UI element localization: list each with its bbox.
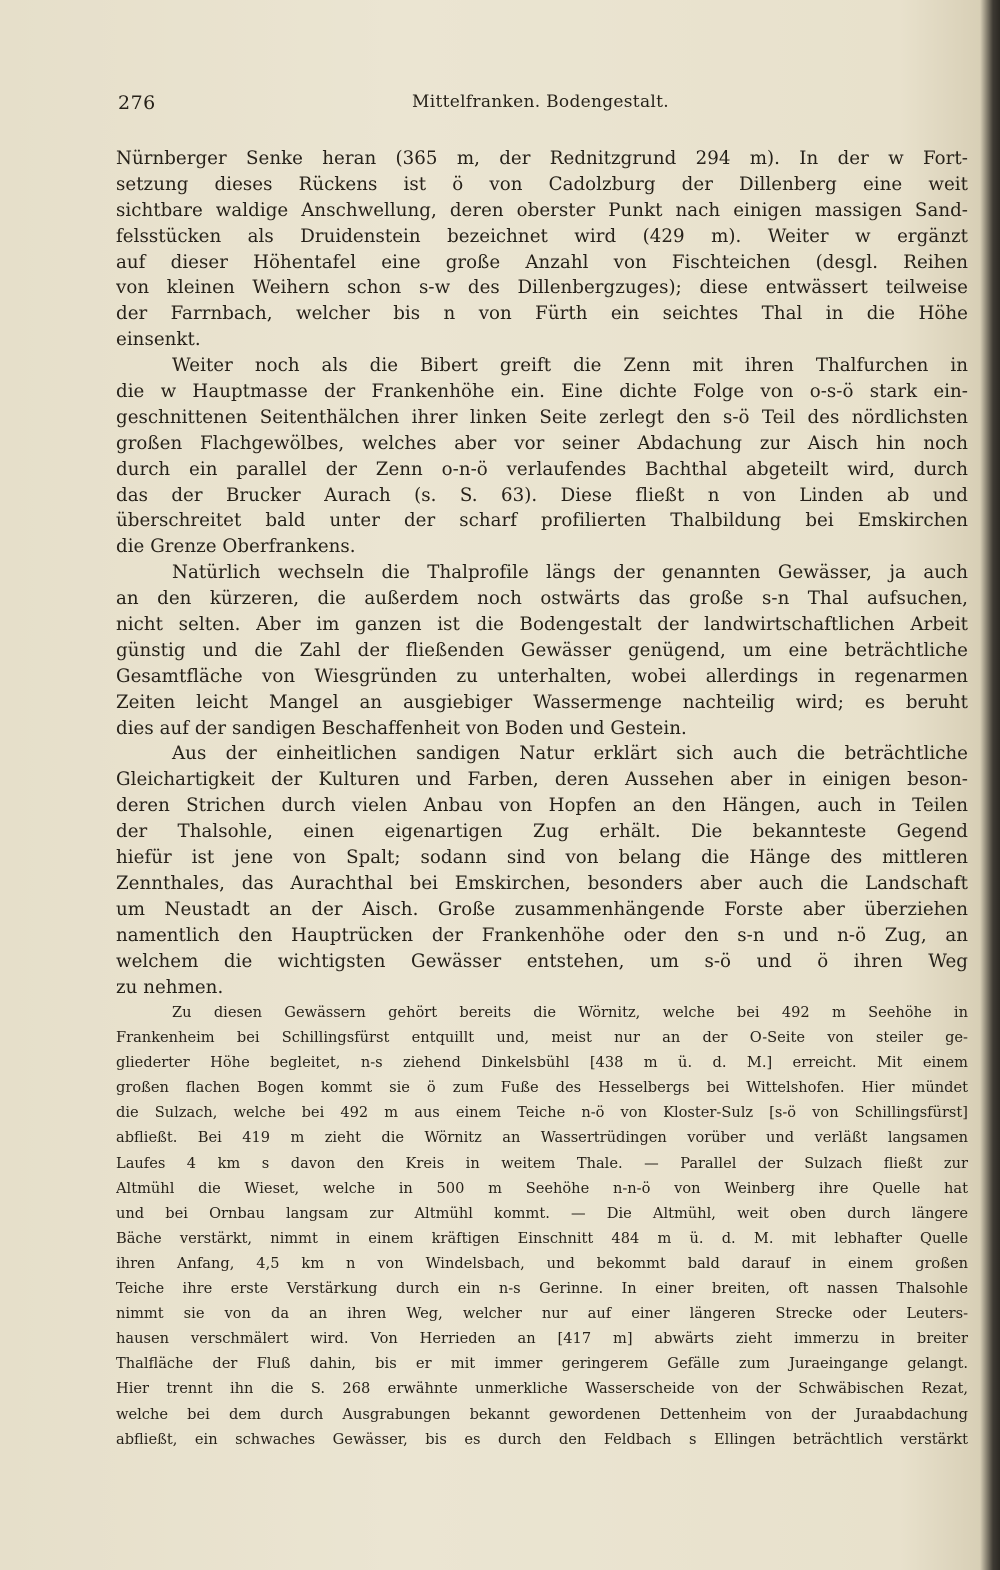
text-line: günstig und die Zahl der fließenden Gewässer genügend, um eine beträchtliche [116,639,968,661]
text-line: deren Strichen durch vielen Anbau von Hopfen an den Hängen, auch in Teilen [116,795,968,817]
text-line: dies auf der sandigen Beschaffenheit von Boden und Gestein. [116,717,687,739]
text-line: die w Hauptmasse der Frankenhöhe ein. Eine dichte Folge von o-s-ö stark ein- [116,381,968,403]
small-text-line: nimmt sie von da an ihren Weg, welcher nur auf einer längeren Strecke oder Leuters- [116,1305,968,1323]
text-line: großen Flachgewölbes, welches aber vor seiner Abdachung zur Aisch hin noch [116,432,968,454]
text-line: Gesamtfläche von Wiesgründen zu unterhalten, wobei allerdings in regenarmen [116,665,968,687]
text-line: Aus der einheitlichen sandigen Natur erklärt sich auch die beträchtliche [172,743,968,765]
small-text-line: hausen verschmälert wird. Von Herrieden an [417 m] abwärts zieht immerzu in breiter [116,1330,968,1348]
text-line: um Neustadt an der Aisch. Große zusammenhängende Forste aber überziehen [116,898,968,920]
text-line: geschnittenen Seitenthälchen ihrer linken Seite zerlegt den s-ö Teil des nördlichsten [116,406,968,428]
text-line: auf dieser Höhentafel eine große Anzahl von Fischteichen (desgl. Reihen [116,251,968,273]
small-text-line: Altmühl die Wieset, welche in 500 m Seehöhe n-n-ö von Weinberg ihre Quelle hat [116,1179,968,1197]
text-line: das der Brucker Aurach (s. S. 63). Diese fließt n von Linden ab und [116,484,968,506]
text-line: nicht selten. Aber im ganzen ist die Bodengestalt der landwirtschaftlichen Arbeit [116,614,968,636]
text-line: welchem die wichtigsten Gewässer entstehen, um s-ö und ö ihren Weg [116,950,968,972]
small-print-text [116,1000,968,1452]
small-text-line: die Sulzach, welche bei 492 m aus einem Teiche n-ö von Kloster-Sulz [s-ö von Schillingsfürst] [116,1104,968,1122]
text-line: die Grenze Oberfrankens. [116,536,356,558]
text-line: an den kürzeren, die außerdem noch ostwärts das große s-n Thal aufsuchen, [116,588,968,610]
page-number: 276 [118,92,156,114]
small-text-line: Hier trennt ihn die S. 268 erwähnte unmerkliche Wasserscheide von der Schwäbischen Rezat, [116,1380,968,1398]
text-line: Weiter noch als die Bibert greift die Zenn mit ihren Thalfurchen in [172,355,968,377]
text-line: durch ein parallel der Zenn o-n-ö verlaufendes Bachthal abgeteilt wird, durch [116,458,968,480]
small-text-line: Teiche ihre erste Verstärkung durch ein n-s Gerinne. In einer breiten, oft nassen Thalsohle [116,1280,968,1298]
main-text [116,146,968,1000]
small-text-line: abfließt. Bei 419 m zieht die Wörnitz an Wassertrüdingen vorüber und verläßt langsamen [116,1129,968,1147]
small-text-line: ihren Anfang, 4,5 km n von Windelsbach, und bekommt bald darauf in einem großen [116,1254,968,1272]
small-text-line: Laufes 4 km s davon den Kreis in weitem Thale. — Parallel der Sulzach fließt zur [116,1154,968,1172]
text-line: namentlich den Hauptrücken der Frankenhöhe oder den s-n und n-ö Zug, an [116,924,968,946]
text-line: Zeiten leicht Mangel an ausgiebiger Wassermenge nachteilig wird; es beruht [116,691,968,713]
text-line: Nürnberger Senke heran (365 m, der Rednitzgrund 294 m). In der w Fort- [116,148,968,169]
small-text-line: Bäche verstärkt, nimmt in einem kräftigen Einschnitt 484 m ü. d. M. mit lebhafter Quelle [116,1229,968,1247]
small-text-line: großen flachen Bogen kommt sie ö zum Fuße des Hesselbergs bei Wittelshofen. Hier mündet [116,1079,968,1097]
page-header [118,92,968,122]
text-line: Gleichartigkeit der Kulturen und Farben, deren Aussehen aber in einigen beson- [116,769,968,791]
small-text-line: welche bei dem durch Ausgrabungen bekannt gewordenen Dettenheim von der Juraabdachung [116,1405,968,1423]
small-text-line: gliederter Höhe begleitet, n-s ziehend Dinkelsbühl [438 m ü. d. M.] erreicht. Mit einem [116,1054,968,1072]
text-line: hiefür ist jene von Spalt; sodann sind von belang die Hänge des mittleren [116,847,968,869]
text-line: sichtbare waldige Anschwellung, deren oberster Punkt nach einigen massigen Sand- [116,199,968,221]
text-line: einsenkt. [116,329,201,351]
text-line: von kleinen Weihern schon s-w des Dillenbergzuges); diese entwässert teilweise [116,277,968,299]
small-text-line: Zu diesen Gewässern gehört bereits die Wörnitz, welche bei 492 m Seehöhe in [172,1004,968,1021]
running-head: Mittelfranken. Bodengestalt. [412,92,669,112]
small-text-line: Thalfläche der Fluß dahin, bis er mit immer geringerem Gefälle zum Juraeingange gelangt. [116,1355,968,1373]
small-text-line: und bei Ornbau langsam zur Altmühl kommt. — Die Altmühl, weit oben durch längere [116,1204,968,1222]
text-line: der Farrnbach, welcher bis n von Fürth ein seichtes Thal in die Höhe [116,303,968,325]
text-line: Zennthales, das Aurachthal bei Emskirchen, besonders aber auch die Landschaft [116,872,968,894]
text-line: setzung dieses Rückens ist ö von Cadolzburg der Dillenberg eine weit [116,173,968,195]
text-line: felsstücken als Druidenstein bezeichnet wird (429 m). Weiter w ergänzt [116,225,968,247]
text-line: überschreitet bald unter der scharf profilierten Thalbildung bei Emskirchen [116,510,968,532]
small-text-line: abfließt, ein schwaches Gewässer, bis es durch den Feldbach s Ellingen beträchtlich verstärkt [116,1430,968,1448]
text-line: Natürlich wechseln die Thalprofile längs der genannten Gewässer, ja auch [172,562,968,584]
text-line: der Thalsohle, einen eigenartigen Zug erhält. Die bekannteste Gegend [116,821,968,843]
text-line: zu nehmen. [116,976,224,998]
small-text-line: Frankenheim bei Schillingsfürst entquillt und, meist nur an der O-Seite von steiler ge- [116,1029,968,1047]
